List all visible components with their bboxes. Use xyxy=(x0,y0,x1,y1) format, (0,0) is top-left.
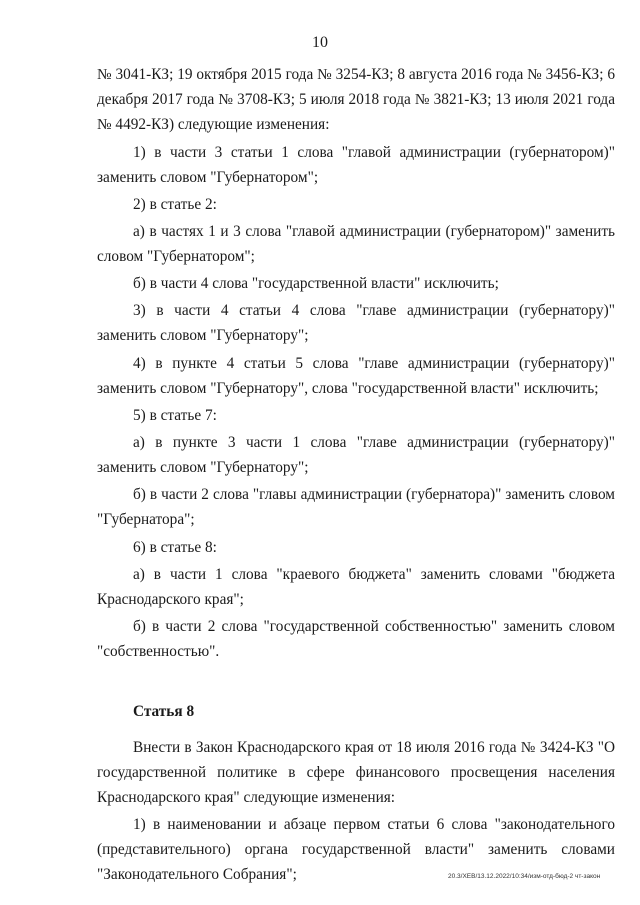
paragraph-item-3: 3) в части 4 статьи 4 слова "главе администрации (губернатору)" заменить словом "Губернатору"; xyxy=(97,302,615,345)
article-intro: Внести в Закон Краснодарского края от 18 июля 2016 года № 3424-КЗ "О государственной политике в сфере финансового просвещения населения Краснодарского края" следующие изменения: xyxy=(97,738,615,806)
article-item-1: 1) в наименовании и абзаце первом статьи 6 слова "законодательного (представительного) органа государственной власти" заменить словами "Законодательного Собрания"; xyxy=(97,816,615,884)
paragraph-item-5: 5) в статье 7: xyxy=(133,406,217,424)
paragraph-continuation: № 3041-КЗ; 19 октября 2015 года № 3254-КЗ; 8 августа 2016 года № 3456-КЗ; 6 декабря 2017 года № 3708-КЗ; 5 июля 2018 года № 3821-КЗ; 13 июля 2021 года № 4492-КЗ) следующие изменения: xyxy=(97,66,615,134)
paragraph-item-2a: а) в частях 1 и 3 слова "главой администрации (губернатором)" заменить словом "Губернатором"; xyxy=(97,222,615,266)
document-body xyxy=(97,62,615,888)
page-number: 10 xyxy=(312,34,328,51)
paragraph-item-5a: а) в пункте 3 части 1 слова "главе администрации (губернатору)" заменить словом "Губернатору"; xyxy=(97,433,615,477)
paragraph-item-6: 6) в статье 8: xyxy=(133,538,217,556)
article-heading: Статья 8 xyxy=(133,703,195,721)
paragraph-item-4: 4) в пункте 4 статьи 5 слова "главе администрации (губернатору)" заменить словом "Губернатору", слова "государственной власти" исключить; xyxy=(97,354,615,397)
paragraph-item-2: 2) в статье 2: xyxy=(133,195,217,213)
paragraph-item-6a: а) в части 1 слова "краевого бюджета" заменить словами "бюджета Краснодарского края"; xyxy=(97,565,615,608)
paragraph-item-1: 1) в части 3 статьи 1 слова "главой администрации (губернатором)" заменить словом "Губернатором"; xyxy=(97,143,615,186)
paragraph-item-6b: б) в части 2 слова "государственной собственностью" заменить словом "собственностью". xyxy=(97,617,615,661)
document-footer-code: 20.3/ХЕВ/13.12.2022/10:34/изм-отд-бюд-2 чт-закон xyxy=(448,873,601,880)
paragraph-item-2b: б) в части 4 слова "государственной власти" исключить; xyxy=(133,275,499,293)
paragraph-item-5b: б) в части 2 слова "главы администрации (губернатора)" заменить словом "Губернатора"; xyxy=(97,486,615,529)
